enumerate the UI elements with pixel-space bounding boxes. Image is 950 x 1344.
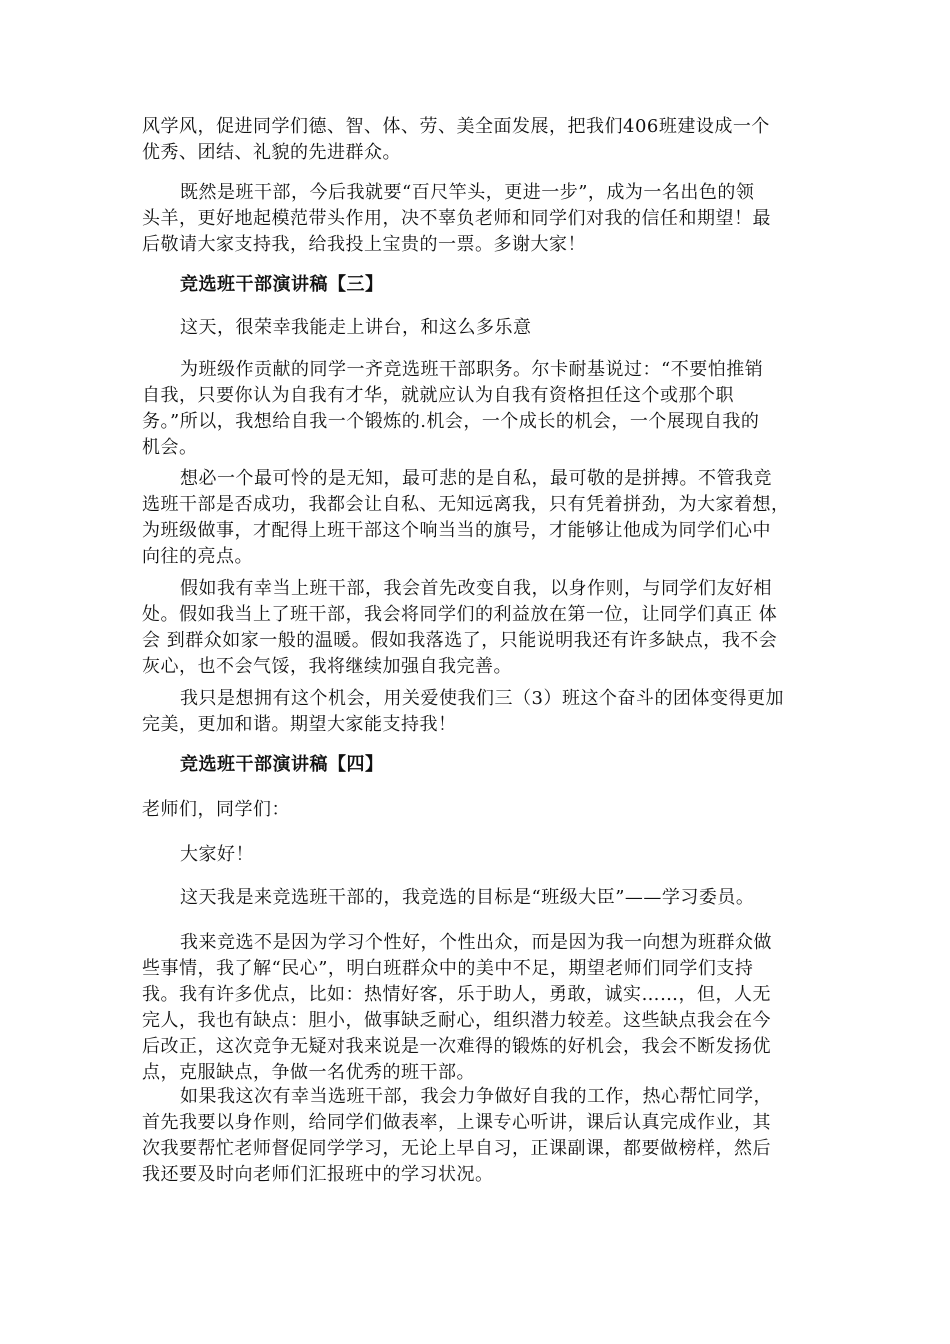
paragraph-salutation — [142, 797, 808, 823]
paragraph-opening — [142, 315, 808, 341]
paragraph-if-elected — [142, 576, 808, 680]
paragraph-quote — [142, 357, 808, 461]
paragraph-self-assessment — [142, 930, 808, 1086]
section-heading-three — [142, 272, 808, 298]
text-line: 这天，很荣幸我能走上讲台，和这么多乐意 — [180, 317, 532, 338]
text-line: 老师们，同学们： — [142, 799, 290, 820]
paragraph-goal-statement — [142, 885, 808, 911]
text-line: 会 到群众如家一般的温暖。假如我落选了，只能说明我还有许多缺点，我不会 — [142, 630, 778, 651]
paragraph-hope — [142, 686, 808, 738]
text-line: 我只是想拥有这个机会，用关爱使我们三（3）班这个奋斗的团体变得更加 — [180, 688, 784, 709]
text-line: 后改正，这次竞争无疑对我来说是一次难得的锻炼的好机会，我会不断发扬优 — [142, 1036, 771, 1057]
text-line: 机会。 — [142, 437, 198, 458]
text-line: 假如我有幸当上班干部，我会首先改变自我，以身作则，与同学们友好相 — [180, 578, 772, 599]
text-line: 灰心，也不会气馁，我将继续加强自我完善。 — [142, 656, 512, 677]
text-line: 想必一个最可怜的是无知，最可悲的是自私，最可敬的是拼搏。不管我竞 — [180, 468, 772, 489]
text-line: 风学风，促进同学们德、智、体、劳、美全面发展，把我们406班建设成一个 — [142, 116, 770, 137]
text-line: 完美，更加和谐。期望大家能支持我！ — [142, 714, 457, 735]
text-line: 既然是班干部，今后我就要“百尺竿头，更进一步”，成为一名出色的领 — [180, 182, 755, 203]
text-line: 后敬请大家支持我，给我投上宝贵的一票。多谢大家！ — [142, 234, 586, 255]
paragraph-effort — [142, 466, 808, 570]
text-line: 选班干部是否成功，我都会让自私、无知远离我，只有凭着拼劲，为大家着想， — [142, 494, 790, 515]
text-line: 处。假如我当上了班干部，我会将同学们的利益放在第一位，让同学们真正 体 — [142, 604, 778, 625]
section-heading-four — [142, 752, 808, 778]
text-line: 如果我这次有幸当选班干部，我会力争做好自我的工作，热心帮忙同学， — [180, 1086, 772, 1107]
paragraph-closing-appeal — [142, 180, 808, 258]
paragraph-plan — [142, 1084, 808, 1188]
text-line: 头羊，更好地起模范带头作用，决不辜负老师和同学们对我的信任和期望！最 — [142, 208, 771, 229]
text-line: 首先我要以身作则，给同学们做表率，上课专心听讲，课后认真完成作业，其 — [142, 1112, 771, 1133]
text-line: 大家好！ — [180, 844, 254, 865]
text-line: 点，克服缺点，争做一名优秀的班干部。 — [142, 1062, 475, 1083]
paragraph-greeting — [142, 842, 808, 868]
heading-text: 竞选班干部演讲稿【四】 — [180, 754, 384, 775]
text-line: 为班级作贡献的同学一齐竞选班干部职务。尔卡耐基说过：“不要怕推销 — [180, 359, 764, 380]
text-line: 我。我有许多优点，比如：热情好客，乐于助人，勇敢，诚实……，但，人无 — [142, 984, 771, 1005]
text-line: 我来竞选不是因为学习个性好，个性出众，而是因为我一向想为班群众做 — [180, 932, 772, 953]
text-line: 务。”所以，我想给自我一个锻炼的.机会，一个成长的机会，一个展现自我的 — [142, 411, 760, 432]
heading-text: 竞选班干部演讲稿【三】 — [180, 274, 384, 295]
text-line: 完人，我也有缺点：胆小，做事缺乏耐心，组织潜力较差。这些缺点我会在今 — [142, 1010, 771, 1031]
text-line: 自我，只要你认为自我有才华，就就应认为自我有资格担任这个或那个职 — [142, 385, 734, 406]
text-line: 这天我是来竞选班干部的，我竞选的目标是“班级大臣”——学习委员。 — [180, 887, 755, 908]
text-line: 向往的亮点。 — [142, 546, 253, 567]
text-line: 为班级做事，才配得上班干部这个响当当的旗号，才能够让他成为同学们心中 — [142, 520, 771, 541]
text-line: 次我要帮忙老师督促同学学习，无论上早自习，正课副课，都要做榜样，然后 — [142, 1138, 771, 1159]
paragraph-class-goal — [142, 114, 808, 166]
text-line: 我还要及时向老师们汇报班中的学习状况。 — [142, 1164, 494, 1185]
text-line: 优秀、团结、礼貌的先进群众。 — [142, 142, 401, 163]
text-line: 些事情，我了解“民心”，明白班群众中的美中不足，期望老师们同学们支持 — [142, 958, 754, 979]
